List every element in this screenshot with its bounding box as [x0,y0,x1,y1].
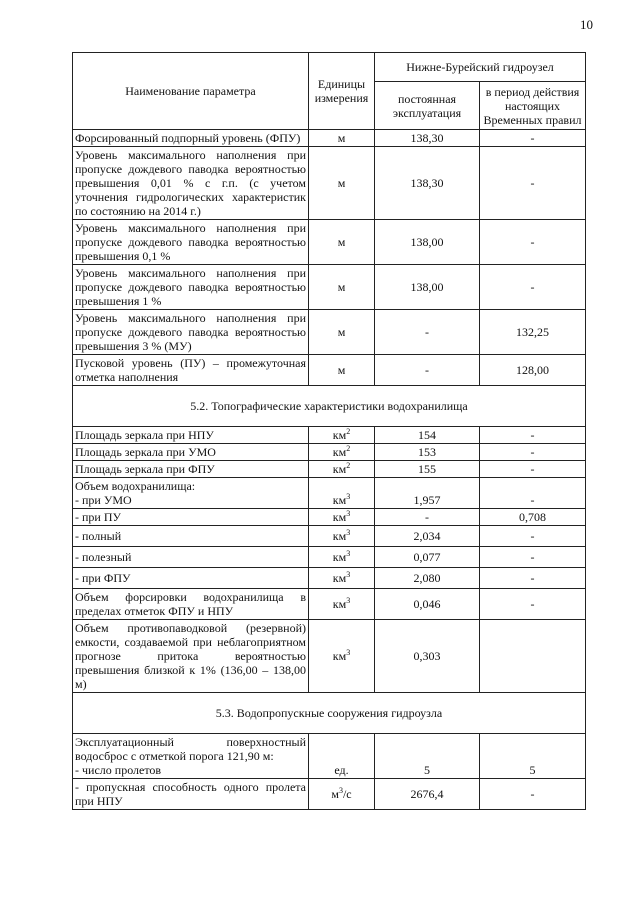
param-permanent-value: 2,034 [375,526,480,547]
param-permanent-value: 154 [375,427,480,444]
param-name: - пропускная способность одного пролета при НПУ [73,779,309,810]
param-unit: м [309,130,375,147]
param-unit: м [309,310,375,355]
page-number: 10 [580,17,593,32]
param-unit: м [309,355,375,386]
table-row [73,589,586,620]
param-unit: $км^3$ [309,478,375,509]
param-temporary-value: 0,708 [480,509,586,526]
param-temporary-value: - [480,220,586,265]
param-name: Площадь зеркала при ФПУ [73,461,309,478]
param-temporary-value: - [480,427,586,444]
section-title-5-2: 5.2. Топографические характеристики водохранилища [73,386,586,427]
param-permanent-value: - [375,355,480,386]
permanent-operation-header: постоянная эксплуатация [375,82,480,130]
param-temporary-value: - [480,589,586,620]
table-row [73,355,586,386]
param-unit: $км^3$ [309,620,375,693]
param-unit: $км^3$ [309,568,375,589]
parameters-table [72,52,586,810]
section-row [73,693,586,734]
table-row [73,310,586,355]
param-permanent-value: 138,30 [375,130,480,147]
param-temporary-value: 5 [480,734,586,779]
param-temporary-value: 128,00 [480,355,586,386]
param-temporary-value: - [480,568,586,589]
param-unit: м [309,147,375,220]
param-unit: $км^3$ [309,547,375,568]
param-permanent-value: 5 [375,734,480,779]
param-temporary-value: - [480,130,586,147]
param-name: Форсированный подпорный уровень (ФПУ) [73,130,309,147]
param-name: - полный [73,526,309,547]
param-permanent-value: 0,077 [375,547,480,568]
param-name: Объем противопаводковой (резервной) емкости, создаваемой при неблагоприятном прогнозе притока вероятностью превышения близкой к 1% (136,00 – 138,00 м) [73,620,309,693]
table-row [73,526,586,547]
table-row [73,779,586,810]
param-name: Объем водохранилища: - при УМО [73,478,309,509]
param-unit: м [309,220,375,265]
param-name: Пусковой уровень (ПУ) – промежуточная отметка наполнения [73,355,309,386]
param-name: Площадь зеркала при НПУ [73,427,309,444]
param-permanent-value: 138,30 [375,147,480,220]
param-unit: $км^2$ [309,461,375,478]
param-permanent-value: 0,046 [375,589,480,620]
param-permanent-value: 2676,4 [375,779,480,810]
param-unit: ед. [309,734,375,779]
param-temporary-value: - [480,147,586,220]
param-temporary-value: - [480,265,586,310]
section-title-5-3: 5.3. Водопропускные сооружения гидроузла [73,693,586,734]
header-row-1 [73,53,586,82]
param-name: Уровень максимального наполнения при пропуске дождевого паводка вероятностью превышения 0,01 % с г.п. (с учетом уточнения гидрологических характеристик по состоянию на 2014 г.) [73,147,309,220]
table-row [73,478,586,509]
param-name: Уровень максимального наполнения при пропуске дождевого паводка вероятностью превышения 1 % [73,265,309,310]
param-name: Эксплуатационный поверхностный водосброс с отметкой порога 121,90 м: - число пролетов [73,734,309,779]
param-permanent-value: 138,00 [375,220,480,265]
param-unit: $км^2$ [309,444,375,461]
table-row [73,147,586,220]
param-name: Уровень максимального наполнения при пропуске дождевого паводка вероятностью превышения 3 % (МУ) [73,310,309,355]
table-row [73,620,586,693]
param-name: Уровень максимального наполнения при пропуске дождевого паводка вероятностью превышения 0,1 % [73,220,309,265]
table-row [73,547,586,568]
param-temporary-value: - [480,444,586,461]
table-row [73,461,586,478]
param-name: Площадь зеркала при УМО [73,444,309,461]
param-unit: $км^3$ [309,589,375,620]
param-permanent-value: 155 [375,461,480,478]
param-permanent-value: 0,303 [375,620,480,693]
param-temporary-value: - [480,547,586,568]
param-temporary-value: 132,25 [480,310,586,355]
param-permanent-value: - [375,509,480,526]
param-temporary-value: - [480,526,586,547]
param-column-header: Наименование параметра [73,53,309,130]
table-row [73,130,586,147]
param-permanent-value: - [375,310,480,355]
param-unit: $км^3$ [309,526,375,547]
param-permanent-value: 2,080 [375,568,480,589]
param-permanent-value: 138,00 [375,265,480,310]
table-row [73,568,586,589]
section-row [73,386,586,427]
param-name: - полезный [73,547,309,568]
table-row [73,427,586,444]
param-temporary-value [480,620,586,693]
param-unit: $м^3/с$ [309,779,375,810]
temporary-rules-header: в период действия настоящих Временных правил [480,82,586,130]
units-column-header: Единицы измерения [309,53,375,130]
param-temporary-value: - [480,478,586,509]
table-row [73,444,586,461]
param-name: Объем форсировки водохранилища в пределах отметок ФПУ и НПУ [73,589,309,620]
param-temporary-value: - [480,779,586,810]
param-temporary-value: - [480,461,586,478]
table-row [73,220,586,265]
param-name: - при ПУ [73,509,309,526]
param-unit: $км^2$ [309,427,375,444]
param-permanent-value: 153 [375,444,480,461]
param-unit: м [309,265,375,310]
param-unit: $км^3$ [309,509,375,526]
table-row [73,509,586,526]
hydro-node-header: Нижне-Бурейский гидроузел [375,53,586,82]
param-permanent-value: 1,957 [375,478,480,509]
table-row [73,734,586,779]
param-name: - при ФПУ [73,568,309,589]
table-row [73,265,586,310]
